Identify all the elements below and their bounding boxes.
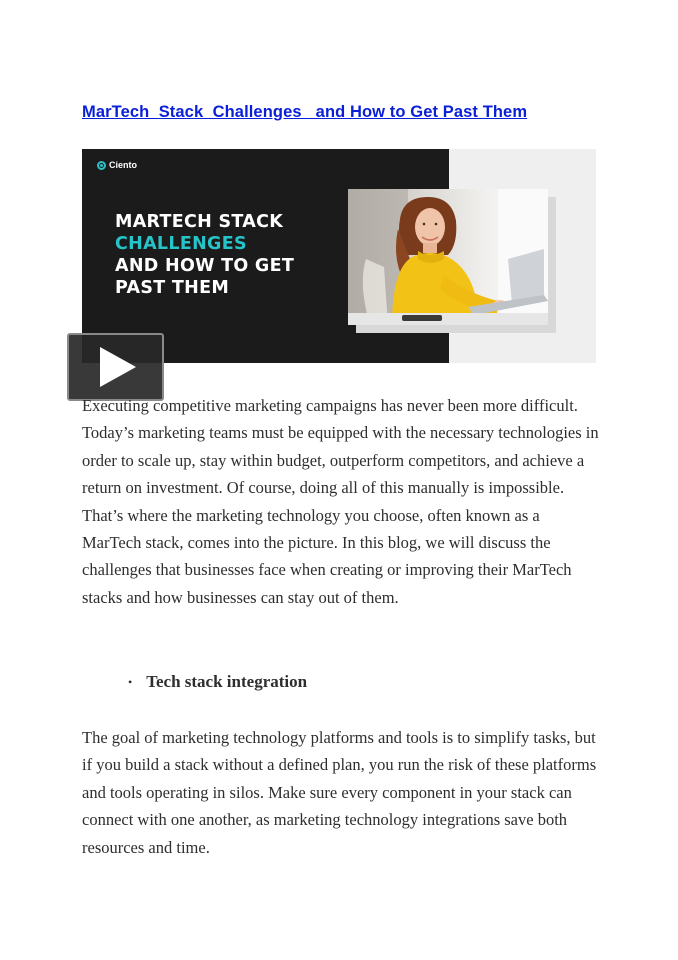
woman-laptop-photo [348,189,548,325]
headline-line-2: CHALLENGES [115,234,247,254]
video-play-button[interactable] [67,333,164,401]
article-title-link[interactable]: MarTech Stack Challenges and How to Get Past Them [82,103,528,121]
bullet-list-item [128,672,307,692]
integration-paragraph: The goal of marketing technology platforms and tools is to simplify tasks, but if you build a stack without a defined plan, you run the risk of these platforms and tools operating in silos. Make sure every component in your stack can connect with one another, as marketing technology integrations save both resources and time. [82,728,597,857]
headline-line-3: AND HOW TO GET [115,256,295,276]
article-banner-image [82,149,596,363]
headline-line-4: PAST THEM [115,278,230,298]
bullet-heading: Tech stack integration [146,672,308,691]
bullet-marker: • [128,674,133,689]
intro-paragraph: Executing competitive marketing campaigns has never been more difficult. Today’s marketing teams must be equipped with the necessary technologies in order to scale up, stay within budget, outperform competitors, and achieve a return on investment. Of course, doing all of this manually is impossible. That’s where the marketing technology you choose, often known as a MarTech stack, comes into the picture. In this blog, we will discuss the challenges that businesses face when creating or improving their MarTech stacks and how businesses can stay out of them. [82,396,599,607]
banner-headline [115,211,294,299]
brand-name: Ciento [109,160,137,170]
play-icon [94,345,138,389]
headline-line-1: MARTECH STACK [115,212,284,232]
brand-logo-icon [97,161,106,170]
brand-logo [97,160,137,170]
